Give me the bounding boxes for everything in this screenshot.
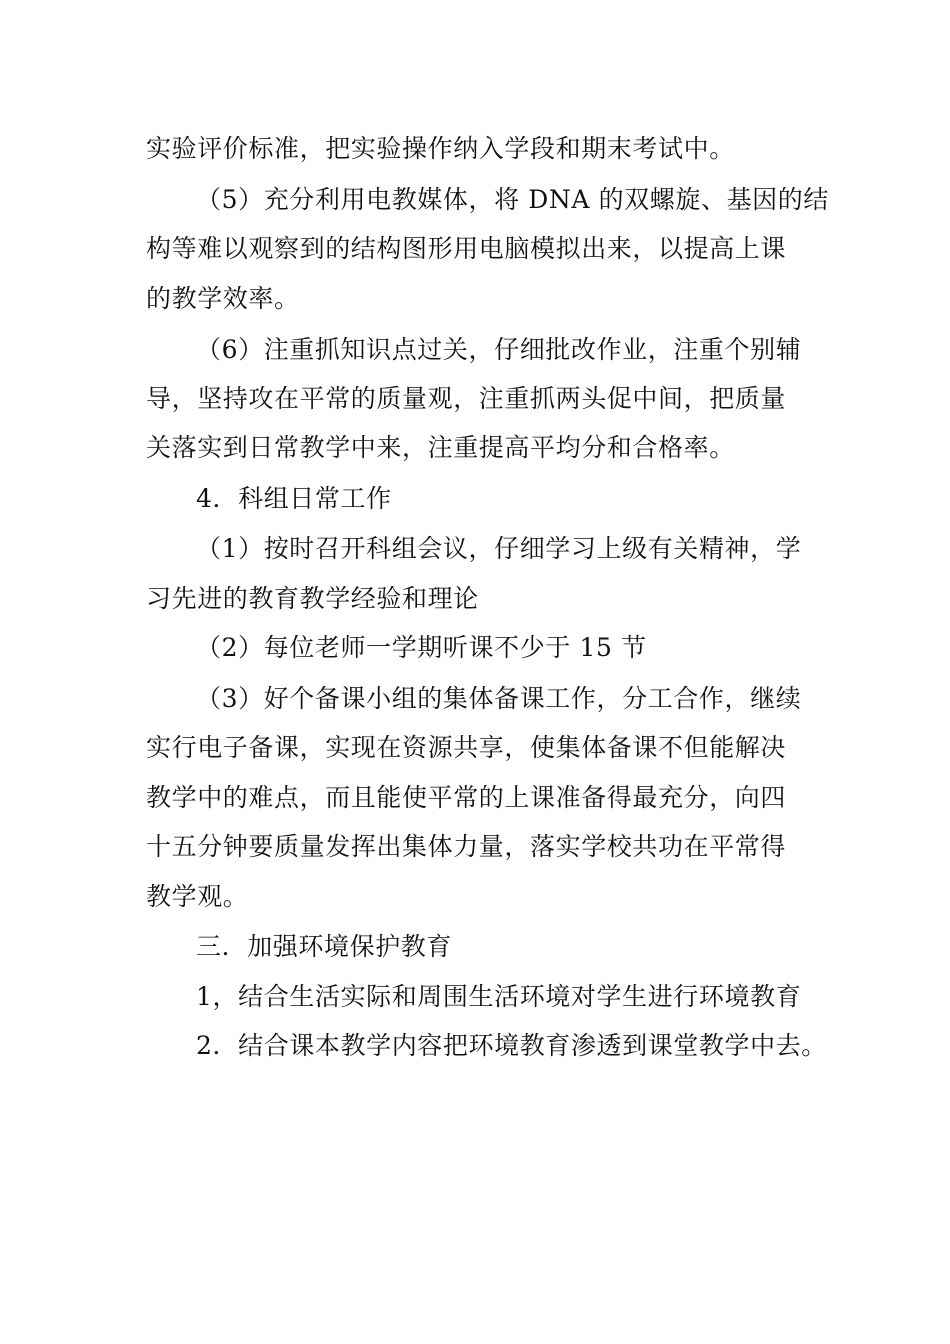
text-line: 十五分钟要质量发挥出集体力量，落实学校共功在平常得 bbox=[146, 832, 787, 861]
text-line: 关落实到日常教学中来，注重提高平均分和合格率。 bbox=[146, 433, 735, 462]
text-line: （6）注重抓知识点过关，仔细批改作业，注重个别辅 bbox=[196, 335, 802, 364]
text-line: 教学中的难点，而且能使平常的上课准备得最充分，向四 bbox=[146, 783, 787, 812]
text-line: 实行电子备课，实现在资源共享，使集体备课不但能解决 bbox=[146, 733, 787, 762]
section-heading: 三．加强环境保护教育 bbox=[196, 932, 453, 961]
text-line: 1，结合生活实际和周围生活环境对学生进行环境教育 bbox=[196, 982, 802, 1011]
text-line: 构等难以观察到的结构图形用电脑模拟出来，以提高上课 bbox=[146, 234, 787, 263]
text-line: 实验评价标准，把实验操作纳入学段和期末考试中。 bbox=[146, 134, 735, 163]
text-line: （2）每位老师一学期听课不少于 15 节 bbox=[196, 633, 647, 662]
text-line: 教学观。 bbox=[146, 882, 249, 911]
text-line: 2．结合课本教学内容把环境教育渗透到课堂教学中去。 bbox=[196, 1031, 827, 1060]
section-heading: 4．科组日常工作 bbox=[196, 484, 392, 513]
text-line: （3）好个备课小组的集体备课工作，分工合作，继续 bbox=[196, 684, 802, 713]
text-line: （1）按时召开科组会议，仔细学习上级有关精神，学 bbox=[196, 534, 802, 563]
text-line: 的教学效率。 bbox=[146, 284, 300, 313]
text-line: 导，坚持攻在平常的质量观，注重抓两头促中间，把质量 bbox=[146, 384, 787, 413]
text-line: 习先进的教育教学经验和理论 bbox=[146, 584, 479, 613]
text-line: （5）充分利用电教媒体，将 DNA 的双螺旋、基因的结 bbox=[196, 185, 829, 214]
